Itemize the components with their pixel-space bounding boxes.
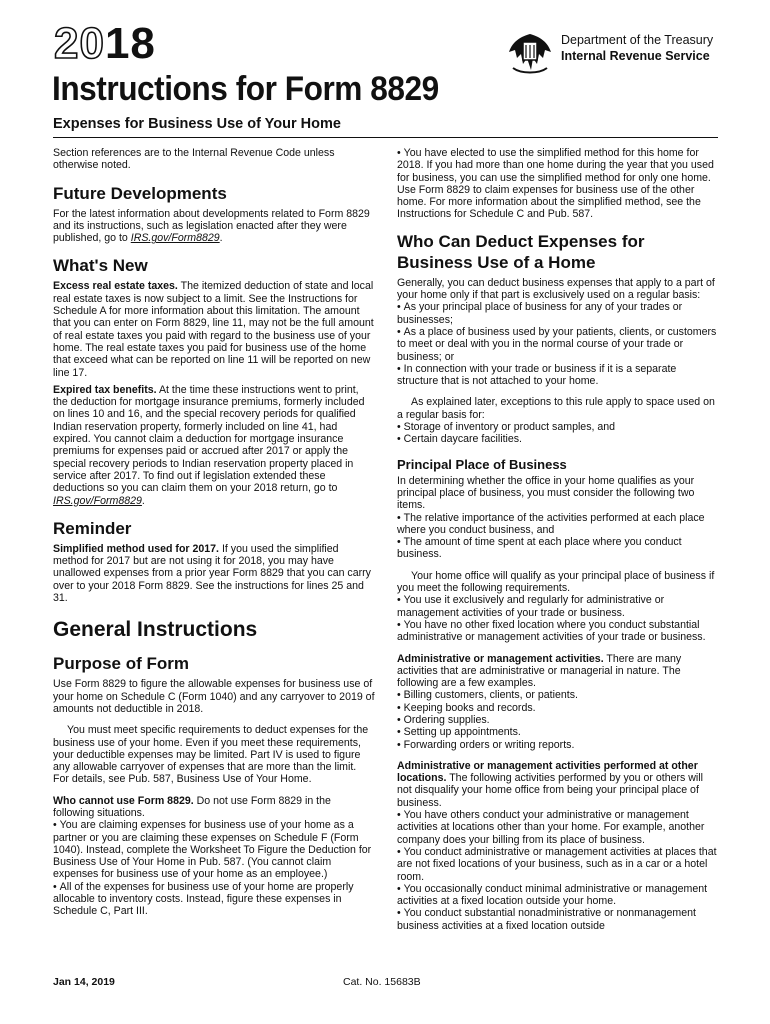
intro-text: Section references are to the Internal Revenue Code unless otherwise noted. (53, 147, 335, 172)
principal-place-list (397, 512, 719, 561)
who-cannot-list (53, 819, 375, 917)
list-item: • As a place of business used by your patients, clients, or customers to meet or deal with you in the normal course of your trade or business; or (397, 326, 719, 363)
list-item: • You are claiming expenses for business use of your home as a partner or you are claiming these expenses on Schedule F (Form 1040). Instead, complete the Worksheet To Figure the Deduction for Business Use of Your Home in Pub. 587. (You cannot claim expenses for business use of your home as an employee.) (53, 819, 375, 880)
qualify-text: Your home office will qualify as your principal place of business if you meet the following requirements. (397, 569, 715, 595)
left-column (53, 147, 375, 918)
list-item: • You occasionally conduct minimal administrative or management activities at a fixed location outside your home. (397, 883, 719, 908)
qualify-list (397, 594, 719, 643)
year-outline-digits: 20 (54, 19, 105, 68)
who-can-deduct-list (397, 301, 719, 387)
requirements-text: You must meet specific requirements to deduct expenses for the business use of your home. Even if you meet these requirements, your deductible expenses may be limited. Part IV is used to figure any allowable carryover of expenses that are more than the limit. For details, see Pub. 587, Business Use of Your Home. (53, 724, 369, 786)
excess-taxes-paragraph: Excess real estate taxes. The itemized deduction of state and local real estate taxes is now subject to a limit. See the Instructions for Schedule A for more information about this limitation. The amount that you can enter on Form 8829, line 11, may not be the full amount of real estate taxes you paid with regard to the business use of your home. The real estate taxes you paid for business use of the home that exceed what can be reported on line 11 will be reported on new line 17. (53, 280, 374, 379)
purpose-heading: Purpose of Form (53, 654, 190, 674)
admin-activities-list (397, 689, 719, 750)
form8829-link-2[interactable]: IRS.gov/Form8829 (53, 494, 142, 507)
agency-irs: Internal Revenue Service (561, 49, 710, 63)
who-can-deduct-heading: Who Can Deduct Expenses for Business Use of a Home (397, 231, 645, 272)
form8829-link[interactable]: IRS.gov/Form8829 (130, 232, 220, 245)
list-item: • Setting up appointments. (397, 726, 719, 738)
list-item: • In connection with your trade or business if it is a separate structure that is not attached to your home. (397, 363, 719, 388)
list-item: • You conduct substantial nonadministrative or nonmanagement business activities at a fixed location outside (397, 907, 719, 932)
expired-benefits-paragraph: Expired tax benefits. At the time these instructions went to print, the deduction for mortgage insurance premiums, formerly included on lines 10 and 16, and the special recovery periods for qualified Indian reservation property, formerly included on line 41, had expired. You cannot claim a deduction for mortgage insurance premiums for expenses paid or accrued after 2017 or apply the special recovery periods to Indian reservation property placed in service after 2017. To find out if legislation extended these deductions so you can claim them on your 2018 return, go to IRS.gov/Form8829. (53, 383, 365, 507)
list-item: • The amount of time spent at each place where you conduct business. (397, 536, 719, 561)
agency-department: Department of the Treasury (561, 33, 714, 47)
footer-date: Jan 14, 2019 (53, 976, 115, 988)
other-locations-paragraph: Administrative or management activities performed at other locations. The following activities performed by you or others will not disqualify your home office from being your principal place of business. (397, 759, 703, 809)
principal-place-heading: Principal Place of Business (397, 456, 567, 472)
simplified-method-paragraph: Simplified method used for 2017. If you used the simplified method for 2017 but are not using it for 2018, you may have unallowed expenses from a prior year Form 8829 that you can carry over to your 2018 Form 8829. See the instructions for lines 25 and 31. (53, 542, 371, 605)
list-item: • Keeping books and records. (397, 702, 719, 714)
list-item: • Certain daycare facilities. (397, 433, 719, 445)
header-divider (53, 137, 718, 138)
right-column (397, 147, 719, 932)
agency-name (561, 32, 713, 64)
year-bold-digits: 18 (104, 19, 156, 68)
list-item: • The relative importance of the activities performed at each place where you conduct business, and (397, 512, 719, 537)
who-can-deduct-text: Generally, you can deduct business expenses that apply to a part of your home only if that part is exclusively used on a regular basis: (397, 276, 715, 302)
who-cannot-paragraph: Who cannot use Form 8829. Do not use Form 8829 in the following situations. (53, 794, 331, 819)
reminder-heading: Reminder (53, 518, 132, 538)
list-item: • You have others conduct your administrative or management activities at locations other than your home. For example, another company does your billing from its place of business. (397, 809, 719, 846)
admin-activities-paragraph: Administrative or management activities. There are many activities that are administrative or managerial in nature. The following are a few examples. (397, 652, 682, 690)
exceptions-list (397, 421, 719, 446)
future-developments-heading: Future Developments (53, 183, 227, 203)
list-item: • Billing customers, clients, or patients. (397, 689, 719, 701)
whats-new-heading: What's New (53, 256, 148, 276)
list-item: • You use it exclusively and regularly for administrative or management activities of your trade or business. (397, 594, 719, 619)
list-item: • You conduct administrative or management activities at places that are not fixed locations of your business, such as in a car or a hotel room. (397, 846, 719, 883)
general-instructions-heading: General Instructions (53, 618, 258, 642)
list-item: • Storage of inventory or product samples, and (397, 421, 719, 433)
other-locations-list (397, 809, 719, 932)
simplified-list (397, 147, 719, 221)
list-item: • You have no other fixed location where you conduct substantial administrative or management activities of your trade or business. (397, 619, 719, 644)
list-item: • Forwarding orders or writing reports. (397, 739, 719, 751)
form-year (54, 19, 156, 68)
principal-place-text: In determining whether the office in your home qualifies as your principal place of business, you must consider the following two items. (397, 474, 695, 512)
irs-eagle-logo-icon (505, 30, 555, 76)
list-item: • You have elected to use the simplified method for this home for 2018. If you had more than one home during the year that you used for business, you can use the simplified method for only one home. Use Form 8829 to claim expenses for business use of the other home. For more information about the simplified method, see the Instructions for Schedule C and Pub. 587. (397, 147, 719, 221)
list-item: • Ordering supplies. (397, 714, 719, 726)
page-subtitle: Expenses for Business Use of Your Home (53, 116, 341, 132)
purpose-text: Use Form 8829 to figure the allowable expenses for business use of your home on Schedule C (Form 1040) and any carryover to 2019 of amounts not deductible in 2018. (53, 678, 375, 715)
list-item: • As your principal place of business for any of your trades or businesses; (397, 301, 719, 326)
footer-catalog-number: Cat. No. 15683B (343, 976, 421, 988)
exceptions-text: As explained later, exceptions to this rule apply to space used on a regular basis for: (397, 396, 715, 421)
list-item: • All of the expenses for business use of your home are properly allocable to inventory costs. Instead, figure these expenses in Schedule C, Part III. (53, 881, 375, 918)
future-developments-text: For the latest information about developments related to Form 8829 and its instructions, such as legislation enacted after they were published, go to IRS.gov/Form8829. (53, 207, 370, 245)
page-title: Instructions for Form 8829 (52, 70, 439, 108)
